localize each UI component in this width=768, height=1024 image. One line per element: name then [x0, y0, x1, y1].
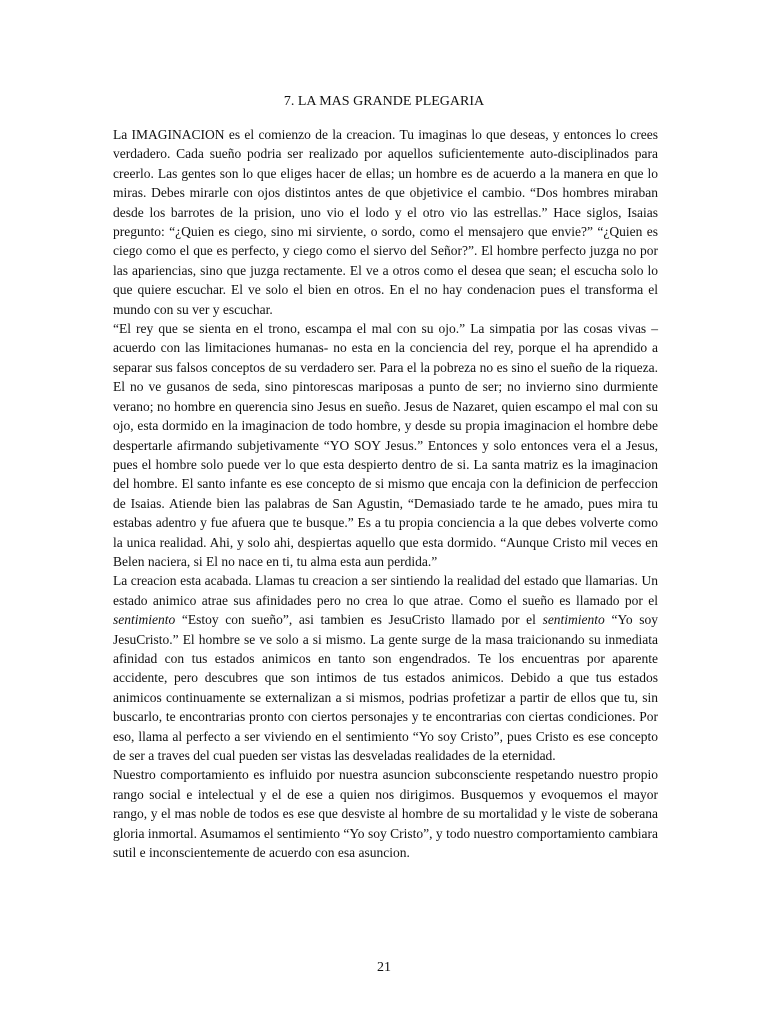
italic-word: sentimiento: [542, 612, 605, 628]
body-text: [113, 125, 658, 862]
paragraph-3-part-3: “Yo soy JesuCristo.” El hombre se ve solo a si mismo. La gente surge de la masa traicionando su inmediata afinidad con tus estados animicos en tanto son engendrados. Te los encuentras por aparente accidente, pero descubres que son intimos de tus estados animicos. Debido a que tus estados animicos continuamente se externalizan a si mismos, podrias profetizar a partir de ellos que tu, sin buscarlo, te encontrarias pronto con ciertos personajes y te encontrarias con ciertas condiciones. Por eso, llama al perfecto a ser viviendo en el sentimiento “Yo soy Cristo”, pues Cristo es ese concepto de ser a traves del cual pueden ser vistas las desveladas realidades de la eternidad.: [113, 612, 658, 763]
italic-word: sentimiento: [113, 612, 176, 628]
paragraph-2: “El rey que se sienta en el trono, escampa el mal con su ojo.” La simpatia por las cosas vivas –acuerdo con las limitaciones humanas- no esta en la conciencia del rey, porque el ha aprendido a separar sus falsos conceptos de su verdadero ser. Para el la pobreza no es sino el sueño de la riqueza. El no ve gusanos de seda, sino pintorescas mariposas a punto de ser; no invierno sino durmiente verano; no hombre en querencia sino Jesus en sueño. Jesus de Nazaret, quien escampo el mal con su ojo, esta dormido en la imaginacion de todo hombre, y desde su propia imaginacion el hombre debe despertarle afirmando subjetivamente “YO SOY Jesus.” Entonces y solo entonces vera el a Jesus, pues el hombre solo puede ver lo que esta despierto dentro de si. La santa matriz es la imaginacion del hombre. El santo infante es ese concepto de si mismo que encaja con la definicion de perfeccion de Isaias. Atiende bien las palabras de San Agustin, “Demasiado tarde te he amado, pues mira tu estabas adentro y fue afuera que te busque.” Es a tu propia conciencia a la que debes volverte como la unica realidad. Ahi, y solo ahi, despiertas aquello que esta dormido. “Aunque Cristo mil veces en Belen naciera, si El no nace en ti, tu alma esta aun perdida.”: [113, 321, 658, 569]
page-number: 21: [377, 960, 391, 975]
paragraph-4: Nuestro comportamiento es influido por nuestra asuncion subconsciente respetando nuestro propio rango social e intelectual y el de ese a quien nos dirigimos. Busquemos y evoquemos el mayor rango, y el mas noble de todos es ese que desviste al hombre de su mortalidad y le viste de soberana gloria inmortal. Asumamos el sentimiento “Yo soy Cristo”, y todo nuestro comportamiento cambiara sutil e inconscientemente de acuerdo con esa asuncion.: [113, 767, 658, 861]
paragraph-3: [113, 571, 658, 765]
chapter-title: 7. LA MAS GRANDE PLEGARIA: [283, 94, 485, 109]
paragraph-3-part-2: “Estoy con sueño”, asi tambien es JesuCristo llamado por el: [175, 612, 543, 628]
paragraph-3-part-1: La creacion esta acabada. Llamas tu creacion a ser sintiendo la realidad del estado que llamarias. Un estado animico atrae sus afinidades pero no crea lo que atrae. Como el sueño es llamado por el: [113, 573, 658, 608]
paragraph-1: La IMAGINACION es el comienzo de la creacion. Tu imaginas lo que deseas, y entonces lo crees verdadero. Cada sueño podria ser realizado por aquellos suficientemente auto-disciplinados para creerlo. Las gentes son lo que eliges hacer de ellas; un hombre es de acuerdo a la manera en que lo miras. Debes mirarle con ojos distintos antes de que objetivice el cambio. “Dos hombres miraban desde los barrotes de la prision, uno vio el lodo y el otro vio las estrellas.” Hace siglos, Isaias pregunto: “¿Quien es ciego, sino mi sirviente, o sordo, como el mensajero que envie?” “¿Quien es ciego como el que es perfecto, y ciego como el siervo del Señor?”. El hombre perfecto juzga no por las apariencias, sino que juzga rectamente. El ve a otros como el desea que sean; el escucha solo lo que quiere escuchar. El ve solo el bien en otros. En el no hay condenacion pues el transforma el mundo con su ver y escuchar.: [113, 127, 658, 317]
